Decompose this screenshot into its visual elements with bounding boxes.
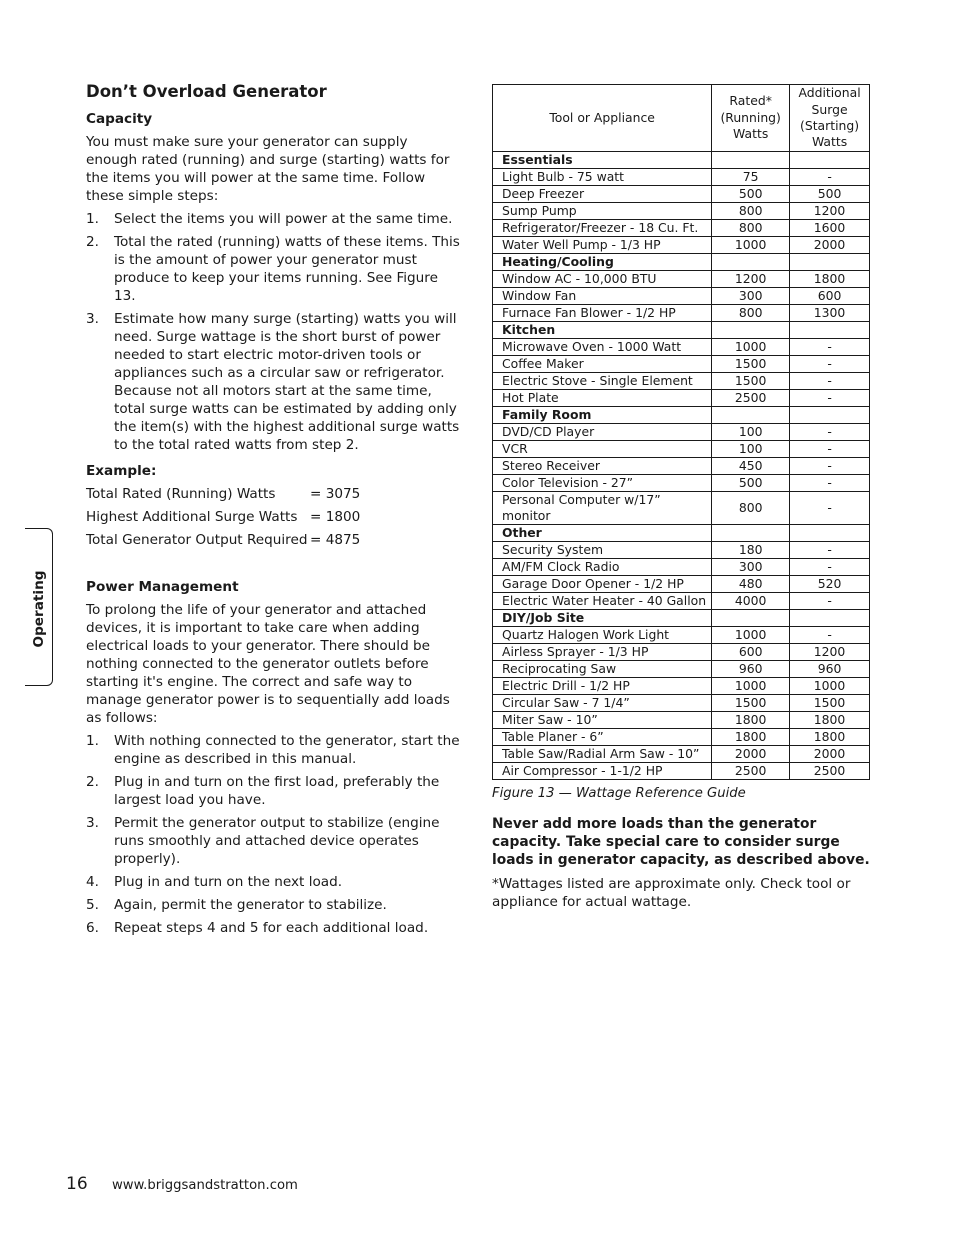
surge-watts: - [790, 373, 870, 390]
rated-watts: 800 [712, 220, 790, 237]
table-row [493, 542, 870, 559]
rated-watts: 1500 [712, 373, 790, 390]
rated-watts: 2000 [712, 746, 790, 763]
power-management-heading: Power Management [86, 579, 239, 595]
rated-watts: 600 [712, 644, 790, 661]
table-row [493, 305, 870, 322]
empty-cell [712, 407, 790, 424]
step-number: 4. [86, 874, 99, 890]
table-row [493, 271, 870, 288]
appliance-name: Deep Freezer [493, 186, 712, 203]
table-row [493, 220, 870, 237]
appliance-name: Coffee Maker [493, 356, 712, 373]
appliance-name: Color Television - 27” [493, 475, 712, 492]
pm-step [86, 773, 462, 809]
rated-watts: 2500 [712, 763, 790, 780]
rated-watts: 1800 [712, 729, 790, 746]
surge-watts: - [790, 356, 870, 373]
table-row [493, 746, 870, 763]
step-number: 1. [86, 211, 99, 227]
page-number: 16 [66, 1174, 88, 1194]
surge-watts: 1200 [790, 644, 870, 661]
header-surge: Additional Surge (Starting) Watts [790, 85, 870, 152]
table-row [493, 237, 870, 254]
capacity-heading: Capacity [86, 111, 153, 127]
appliance-name: Sump Pump [493, 203, 712, 220]
surge-watts: 1800 [790, 712, 870, 729]
surge-watts: 520 [790, 576, 870, 593]
surge-watts: 1200 [790, 203, 870, 220]
appliance-name: Light Bulb - 75 watt [493, 169, 712, 186]
step-text: Plug in and turn on the next load. [114, 874, 343, 890]
surge-watts: 1600 [790, 220, 870, 237]
capacity-step [86, 233, 462, 305]
empty-cell [790, 525, 870, 542]
step-text: Again, permit the generator to stabilize. [114, 897, 387, 913]
rated-watts: 450 [712, 458, 790, 475]
table-row [493, 627, 870, 644]
surge-watts: 1500 [790, 695, 870, 712]
step-text: Permit the generator output to stabilize (engine runs smoothly and attached device operates properly). [114, 815, 440, 867]
table-category-row [493, 322, 870, 339]
table-row [493, 492, 870, 525]
pm-step [86, 919, 462, 937]
appliance-name: Personal Computer w/17” monitor [493, 492, 712, 525]
table-row [493, 644, 870, 661]
rated-watts: 1000 [712, 678, 790, 695]
appliance-name: Electric Stove - Single Element [493, 373, 712, 390]
example-value: = 4875 [310, 532, 361, 548]
appliance-name: Table Saw/Radial Arm Saw - 10” [493, 746, 712, 763]
surge-watts: 2500 [790, 763, 870, 780]
pm-step [86, 732, 462, 768]
table-row [493, 203, 870, 220]
table-row [493, 390, 870, 407]
table-row [493, 169, 870, 186]
capacity-intro: You must make sure your generator can supply enough rated (running) and surge (starting) watts for the items you will power at the same time. Follow these simple steps: [86, 134, 450, 204]
rated-watts: 800 [712, 203, 790, 220]
table-row [493, 339, 870, 356]
step-text: Plug in and turn on the first load, preferably the largest load you have. [114, 774, 440, 808]
table-row [493, 593, 870, 610]
surge-watts: 500 [790, 186, 870, 203]
pm-step [86, 814, 462, 868]
rated-watts: 1000 [712, 627, 790, 644]
rated-watts: 1500 [712, 356, 790, 373]
surge-watts: - [790, 169, 870, 186]
capacity-step [86, 210, 462, 228]
example-row [86, 531, 462, 549]
surge-watts: - [790, 390, 870, 407]
table-row [493, 763, 870, 780]
footer-url: www.briggsandstratton.com [112, 1178, 298, 1193]
step-number: 3. [86, 815, 99, 831]
empty-cell [790, 407, 870, 424]
wattage-note: *Wattages listed are approximate only. Check tool or appliance for actual wattage. [492, 876, 851, 910]
surge-watts: - [790, 458, 870, 475]
step-number: 1. [86, 733, 99, 749]
example-label: Total Rated (Running) Watts [86, 486, 276, 502]
surge-watts: 2000 [790, 746, 870, 763]
rated-watts: 500 [712, 475, 790, 492]
appliance-name: Window Fan [493, 288, 712, 305]
empty-cell [712, 525, 790, 542]
rated-watts: 1000 [712, 339, 790, 356]
surge-watts: 1000 [790, 678, 870, 695]
rated-watts: 1200 [712, 271, 790, 288]
appliance-name: Circular Saw - 7 1/4” [493, 695, 712, 712]
rated-watts: 300 [712, 559, 790, 576]
figure-caption: Figure 13 — Wattage Reference Guide [492, 786, 746, 801]
table-category-row [493, 152, 870, 169]
rated-watts: 800 [712, 305, 790, 322]
surge-watts: - [790, 542, 870, 559]
example-value: = 1800 [310, 509, 361, 525]
surge-watts: 2000 [790, 237, 870, 254]
appliance-name: Electric Water Heater - 40 Gallon [493, 593, 712, 610]
table-row [493, 661, 870, 678]
example-row [86, 508, 462, 526]
rated-watts: 480 [712, 576, 790, 593]
step-number: 5. [86, 897, 99, 913]
step-number: 2. [86, 234, 99, 250]
table-row [493, 559, 870, 576]
appliance-name: Air Compressor - 1-1/2 HP [493, 763, 712, 780]
power-management-intro: To prolong the life of your generator and attached devices, it is important to take care when adding electrical loads to your generator. There should be nothing connected to the generator outlets before starting it's engine. The correct and safe way to manage generator power is to sequentially add loads as follows: [86, 602, 450, 726]
step-text: Estimate how many surge (starting) watts you will need. Surge wattage is the short burst of power needed to start electric motor-driven tools or appliances such as a circular saw or refrigerator. Because not all motors start at the same time, total surge watts can be estimated by adding only the item(s) with the highest additional surge watts to the total rated watts from step 2. [114, 311, 460, 453]
appliance-name: Water Well Pump - 1/3 HP [493, 237, 712, 254]
rated-watts: 1800 [712, 712, 790, 729]
table-category-row [493, 610, 870, 627]
table-row [493, 712, 870, 729]
step-number: 6. [86, 920, 99, 936]
appliance-name: Airless Sprayer - 1/3 HP [493, 644, 712, 661]
step-text: Select the items you will power at the same time. [114, 211, 453, 227]
table-category-row [493, 525, 870, 542]
table-row [493, 424, 870, 441]
left-column [86, 80, 462, 942]
step-number: 2. [86, 774, 99, 790]
table-row [493, 186, 870, 203]
table-row [493, 695, 870, 712]
appliance-name: Furnace Fan Blower - 1/2 HP [493, 305, 712, 322]
empty-cell [790, 152, 870, 169]
header-rated: Rated* (Running) Watts [712, 85, 790, 152]
empty-cell [712, 610, 790, 627]
overload-warning: Never add more loads than the generator capacity. Take special care to consider surge loads in generator capacity, as described above. [492, 816, 870, 868]
rated-watts: 100 [712, 441, 790, 458]
rated-watts: 1000 [712, 237, 790, 254]
rated-watts: 800 [712, 492, 790, 525]
appliance-name: Hot Plate [493, 390, 712, 407]
example-heading: Example: [86, 463, 157, 479]
appliance-name: Refrigerator/Freezer - 18 Cu. Ft. [493, 220, 712, 237]
surge-watts: - [790, 475, 870, 492]
table-row [493, 729, 870, 746]
appliance-name: Garage Door Opener - 1/2 HP [493, 576, 712, 593]
surge-watts: - [790, 441, 870, 458]
surge-watts: - [790, 593, 870, 610]
header-tool: Tool or Appliance [493, 85, 712, 152]
appliance-name: AM/FM Clock Radio [493, 559, 712, 576]
appliance-name: Miter Saw - 10” [493, 712, 712, 729]
surge-watts: 1800 [790, 729, 870, 746]
rated-watts: 300 [712, 288, 790, 305]
category-label: Kitchen [493, 322, 712, 339]
empty-cell [790, 254, 870, 271]
table-row [493, 678, 870, 695]
example-label: Total Generator Output Required [86, 532, 308, 548]
rated-watts: 1500 [712, 695, 790, 712]
empty-cell [790, 610, 870, 627]
surge-watts: 960 [790, 661, 870, 678]
step-number: 3. [86, 311, 99, 327]
category-label: Heating/Cooling [493, 254, 712, 271]
capacity-step [86, 310, 462, 454]
table-row [493, 356, 870, 373]
table-category-row [493, 407, 870, 424]
table-header-row [493, 85, 870, 152]
example-value: = 3075 [310, 486, 361, 502]
empty-cell [712, 254, 790, 271]
appliance-name: VCR [493, 441, 712, 458]
appliance-name: DVD/CD Player [493, 424, 712, 441]
appliance-name: Window AC - 10,000 BTU [493, 271, 712, 288]
appliance-name: Microwave Oven - 1000 Watt [493, 339, 712, 356]
surge-watts: 1300 [790, 305, 870, 322]
rated-watts: 75 [712, 169, 790, 186]
example-label: Highest Additional Surge Watts [86, 509, 298, 525]
right-column [492, 84, 870, 911]
rated-watts: 4000 [712, 593, 790, 610]
table-row [493, 373, 870, 390]
table-body [493, 152, 870, 780]
category-label: DIY/Job Site [493, 610, 712, 627]
appliance-name: Security System [493, 542, 712, 559]
pm-step [86, 896, 462, 914]
table-row [493, 576, 870, 593]
surge-watts: 600 [790, 288, 870, 305]
empty-cell [712, 322, 790, 339]
rated-watts: 2500 [712, 390, 790, 407]
table-row [493, 458, 870, 475]
category-label: Other [493, 525, 712, 542]
rated-watts: 100 [712, 424, 790, 441]
rated-watts: 500 [712, 186, 790, 203]
appliance-name: Reciprocating Saw [493, 661, 712, 678]
table-row [493, 288, 870, 305]
category-label: Essentials [493, 152, 712, 169]
surge-watts: 1800 [790, 271, 870, 288]
example-row [86, 485, 462, 503]
power-management-steps [86, 732, 462, 937]
appliance-name: Electric Drill - 1/2 HP [493, 678, 712, 695]
page-footer [66, 1174, 298, 1194]
appliance-name: Quartz Halogen Work Light [493, 627, 712, 644]
appliance-name: Stereo Receiver [493, 458, 712, 475]
page-title: Don’t Overload Generator [86, 82, 327, 101]
surge-watts: - [790, 559, 870, 576]
rated-watts: 960 [712, 661, 790, 678]
table-row [493, 475, 870, 492]
capacity-steps [86, 210, 462, 454]
surge-watts: - [790, 339, 870, 356]
table-category-row [493, 254, 870, 271]
step-text: Total the rated (running) watts of these items. This is the amount of power your generator must produce to keep your items running. See Figure 13. [114, 234, 460, 304]
pm-step [86, 873, 462, 891]
section-tab-label: Operating [31, 570, 47, 648]
surge-watts: - [790, 627, 870, 644]
category-label: Family Room [493, 407, 712, 424]
wattage-table [492, 84, 870, 780]
empty-cell [712, 152, 790, 169]
appliance-name: Table Planer - 6” [493, 729, 712, 746]
step-text: With nothing connected to the generator, start the engine as described in this manual. [114, 733, 460, 767]
rated-watts: 180 [712, 542, 790, 559]
surge-watts: - [790, 492, 870, 525]
table-row [493, 441, 870, 458]
surge-watts: - [790, 424, 870, 441]
step-text: Repeat steps 4 and 5 for each additional load. [114, 920, 429, 936]
empty-cell [790, 322, 870, 339]
